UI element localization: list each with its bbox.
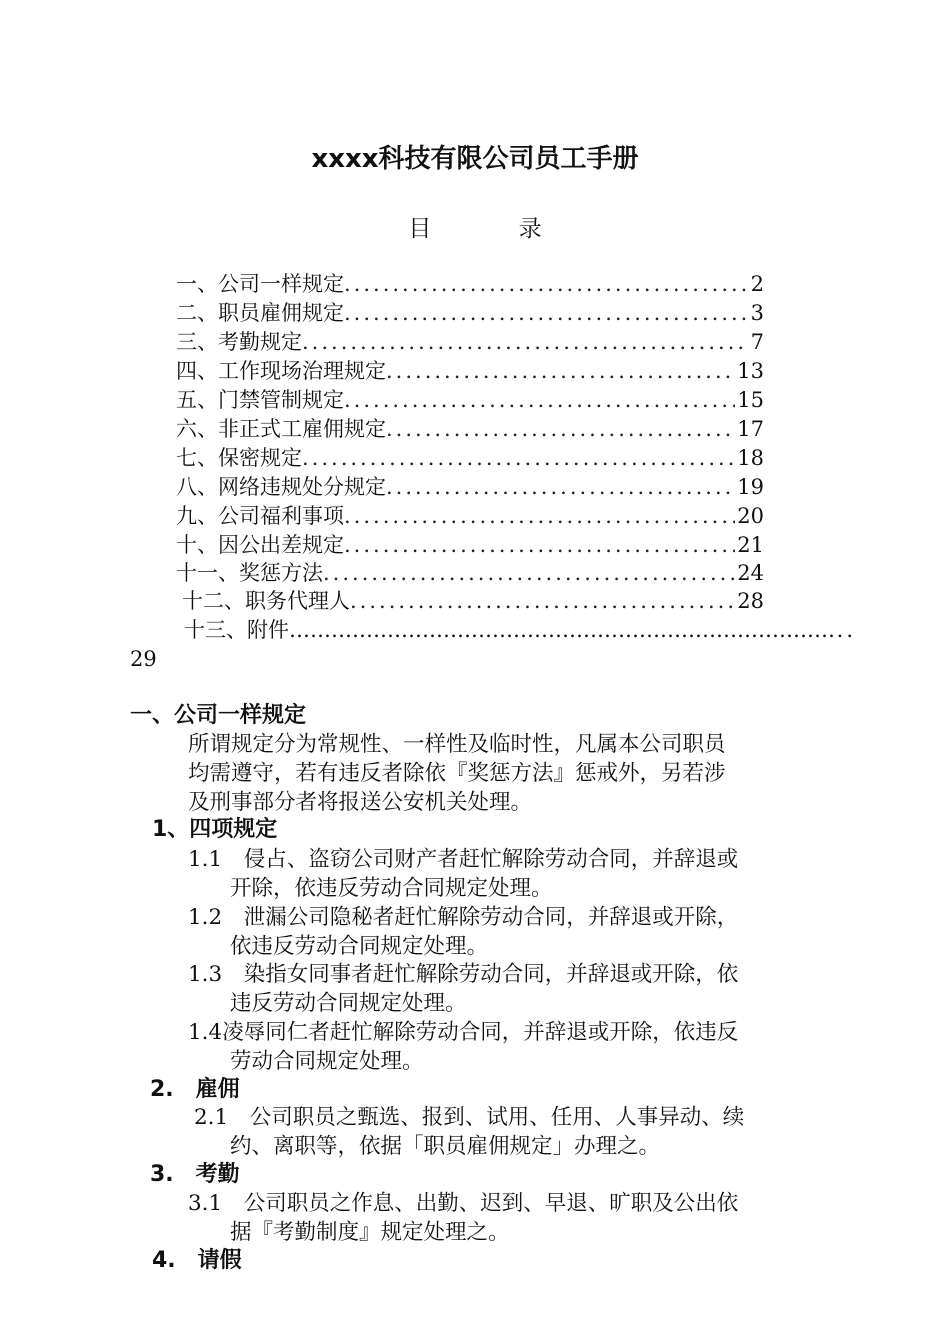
toc-leader xyxy=(344,502,735,530)
toc-leader xyxy=(344,270,749,298)
list-item xyxy=(188,1189,848,1247)
toc-leader xyxy=(302,328,749,356)
toc-entry[interactable] xyxy=(176,502,764,530)
text-line: 据『考勤制度』规定处理之。 xyxy=(230,1220,510,1245)
text-line: 违反劳动合同规定处理。 xyxy=(230,991,467,1016)
toc-leader xyxy=(323,559,735,587)
text-line: 及刑事部分者将报送公安机关处理。 xyxy=(188,790,533,815)
toc-entry-page: 20 xyxy=(737,504,764,528)
toc-leader xyxy=(289,616,837,644)
toc-entry[interactable] xyxy=(176,299,764,327)
toc-entry-appendix[interactable] xyxy=(184,616,856,644)
toc-entry-label: 十、因公出差规定 xyxy=(176,533,344,557)
toc-entry-label: 一、公司一样规定 xyxy=(176,272,344,296)
toc-entry-page: 18 xyxy=(737,446,764,470)
document-title: xxxx科技有限公司员工手册 xyxy=(311,144,639,174)
toc-entry-label: 十二、职务代理人 xyxy=(182,589,350,613)
text-line: 1.4凌辱同仁者赶忙解除劳动合同，并辞退或开除，依违反 xyxy=(188,1020,739,1045)
toc-entry-label: 七、保密规定 xyxy=(176,446,302,470)
toc-leader xyxy=(302,444,735,472)
text-line: 2.1 公司职员之甄选、报到、试用、任用、人事异动、续 xyxy=(194,1105,745,1130)
toc-entry-page: 24 xyxy=(737,561,764,585)
text-line: 依违反劳动合同规定处理。 xyxy=(230,934,489,959)
toc-entry[interactable] xyxy=(176,473,764,501)
toc-leader xyxy=(386,415,735,443)
toc-entry-page: 29 xyxy=(130,647,157,671)
toc-entry[interactable] xyxy=(176,559,764,587)
toc-entry[interactable] xyxy=(182,587,764,615)
toc-title-left: 目 xyxy=(408,216,432,242)
toc-entry[interactable] xyxy=(176,531,764,559)
text-line: 1.1 侵占、盗窃公司财产者赶忙解除劳动合同，并辞退或 xyxy=(188,847,739,872)
list-item xyxy=(194,1103,848,1161)
toc-entry-label: 十三、附件 xyxy=(184,618,289,642)
subsection-heading: 3. 考勤 xyxy=(150,1162,240,1187)
text-line: 1.2 泄漏公司隐秘者赶忙解除劳动合同，并辞退或开除， xyxy=(188,905,739,930)
toc-entry-label: 四、工作现场治理规定 xyxy=(176,359,386,383)
toc-leader-tail: .. xyxy=(836,618,856,642)
text-line: 3.1 公司职员之作息、出勤、迟到、早退、旷职及公出依 xyxy=(188,1191,739,1216)
toc-entry[interactable] xyxy=(176,357,764,385)
section-intro xyxy=(188,730,846,817)
subsection-heading: 2. 雇佣 xyxy=(150,1077,240,1102)
toc-entry-page: 3 xyxy=(750,301,764,325)
toc-leader xyxy=(386,357,735,385)
toc-entry-label: 五、门禁管制规定 xyxy=(176,388,344,412)
toc-entry-page: 13 xyxy=(737,359,764,383)
toc-leader xyxy=(344,531,735,559)
toc-title xyxy=(0,210,950,243)
toc-entry[interactable] xyxy=(176,415,764,443)
subsection-heading: 4. 请假 xyxy=(152,1248,242,1273)
toc-title-right: 录 xyxy=(518,216,542,242)
toc-entry-page: 17 xyxy=(737,417,764,441)
toc-leader xyxy=(350,587,735,615)
toc-entry[interactable] xyxy=(176,444,764,472)
toc-entry-label: 三、考勤规定 xyxy=(176,330,302,354)
toc-entry-page: 7 xyxy=(750,330,764,354)
toc-entry-label: 九、公司福利事项 xyxy=(176,504,344,528)
toc-entry-page: 2 xyxy=(750,272,764,296)
text-line: 1.3 染指女同事者赶忙解除劳动合同，并辞退或开除，依 xyxy=(188,962,739,987)
section-heading: 一、公司一样规定 xyxy=(130,703,307,728)
toc-leader xyxy=(344,299,749,327)
toc-entry[interactable] xyxy=(176,328,764,356)
text-line: 均需遵守，若有违反者除依『奖惩方法』惩戒外，另若涉 xyxy=(188,761,726,786)
toc-entry-label: 二、职员雇佣规定 xyxy=(176,301,344,325)
toc-leader xyxy=(344,386,735,414)
text-line: 约、离职等，依据「职员雇佣规定」办理之。 xyxy=(230,1134,661,1159)
toc-leader xyxy=(386,473,735,501)
toc-entry-label: 十一、奖惩方法 xyxy=(176,561,323,585)
text-line: 劳动合同规定处理。 xyxy=(230,1049,424,1074)
toc-entry-page: 15 xyxy=(737,388,764,412)
toc-entry-page: 28 xyxy=(737,589,764,613)
toc-entry[interactable] xyxy=(176,386,764,414)
text-line: 开除，依违反劳动合同规定处理。 xyxy=(230,876,553,901)
subsection-heading: 1、四项规定 xyxy=(152,817,278,842)
toc-entry-page: 19 xyxy=(737,475,764,499)
list-item xyxy=(188,845,848,903)
toc-entry[interactable] xyxy=(176,270,764,298)
list-item xyxy=(188,960,848,1018)
text-line: 所谓规定分为常规性、一样性及临时性，凡属本公司职员 xyxy=(188,732,726,757)
list-item xyxy=(188,903,848,961)
toc-entry-label: 八、网络违规处分规定 xyxy=(176,475,386,499)
toc-entry-page: 21 xyxy=(737,533,764,557)
toc-entry-label: 六、非正式工雇佣规定 xyxy=(176,417,386,441)
list-item xyxy=(188,1018,848,1076)
